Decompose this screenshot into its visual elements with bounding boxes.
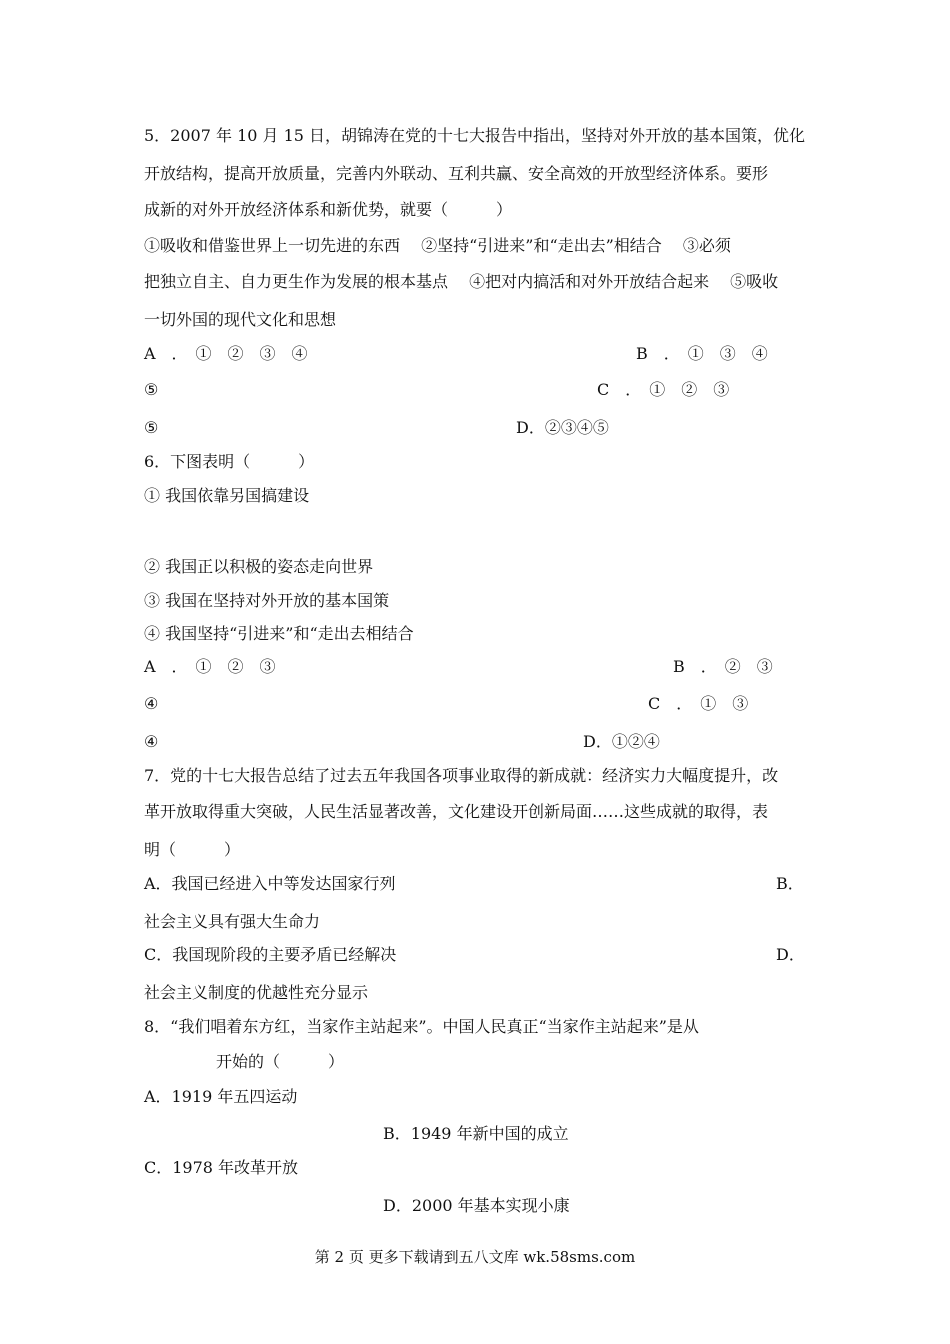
q8-stem-line-2: 开始的（ ） xyxy=(216,1052,345,1071)
q5-option-c: C ． ① ② ③ xyxy=(597,380,730,399)
q6-option-b: B ． ② ③ xyxy=(673,657,773,676)
q6-statement-2: ② 我国正以积极的姿态走向世界 xyxy=(144,557,374,576)
q5-option-a-wrap: ⑤ xyxy=(144,380,159,399)
q6-stem: 6．下图表明（ ） xyxy=(144,452,315,471)
page-footer: 第 2 页 更多下载请到五八文库 wk.58sms.com xyxy=(314,1248,636,1266)
q7-option-d-text: 社会主义制度的优越性充分显示 xyxy=(144,983,369,1002)
q5-option-c-wrap: ⑤ xyxy=(144,418,159,437)
q5-stem-line-3: 成新的对外开放经济体系和新优势，就要（ ） xyxy=(144,200,513,219)
q6-option-a-wrap: ④ xyxy=(144,694,159,713)
q7-stem-line-3: 明（ ） xyxy=(144,840,241,859)
q8-option-d: D．2000 年基本实现小康 xyxy=(383,1196,570,1215)
q8-option-c: C．1978 年改革开放 xyxy=(144,1158,299,1177)
q6-option-c: C ． ① ③ xyxy=(648,694,749,713)
q7-stem-line-1: 7．党的十七大报告总结了过去五年我国各项事业取得的新成就：经济实力大幅度提升，改 xyxy=(144,766,779,785)
q6-statement-3: ③ 我国在坚持对外开放的基本国策 xyxy=(144,591,390,610)
q6-option-c-wrap: ④ xyxy=(144,732,159,751)
q5-stem-line-1: 5．2007 年 10 月 15 日，胡锦涛在党的十七大报告中指出，坚持对外开放的基本国策，优化 xyxy=(144,126,806,145)
q7-option-b-text: 社会主义具有强大生命力 xyxy=(144,912,321,931)
q7-option-c: C．我国现阶段的主要矛盾已经解决 xyxy=(144,945,397,964)
q6-statement-4: ④ 我国坚持“引进来”和“走出去相结合 xyxy=(144,624,414,643)
q7-option-b: B． xyxy=(776,874,804,893)
q5-stem-line-2: 开放结构，提高开放质量，完善内外联动、互利共赢、安全高效的开放型经济体系。要形 xyxy=(144,164,769,183)
q5-option-b: B ． ① ③ ④ xyxy=(636,344,768,363)
q5-statements-line-1: ①吸收和借鉴世界上一切先进的东西 ②坚持“引进来”和“走出去”相结合 ③必须 xyxy=(144,236,731,255)
q5-option-d: D．②③④⑤ xyxy=(516,418,609,437)
q8-stem-line-1: 8．“我们唱着东方红，当家作主站起来”。中国人民真正“当家作主站起来”是从 xyxy=(144,1017,699,1036)
q6-statement-1: ① 我国依靠另国搞建设 xyxy=(144,486,310,505)
q7-option-a: A．我国已经进入中等发达国家行列 xyxy=(144,874,396,893)
q6-option-a: A ． ① ② ③ xyxy=(144,657,276,676)
q7-stem-line-2: 革开放取得重大突破，人民生活显著改善，文化建设开创新局面……这些成就的取得，表 xyxy=(144,802,769,821)
q6-option-d: D．①②④ xyxy=(583,732,660,751)
q8-option-a: A．1919 年五四运动 xyxy=(144,1087,298,1106)
q5-statements-line-3: 一切外国的现代文化和思想 xyxy=(144,310,337,329)
q5-statements-line-2: 把独立自主、自力更生作为发展的根本基点 ④把对内搞活和对外开放结合起来 ⑤吸收 xyxy=(144,272,779,291)
q7-option-d: D． xyxy=(776,945,805,964)
q5-option-a: A ． ① ② ③ ④ xyxy=(144,344,308,363)
q8-option-b: B．1949 年新中国的成立 xyxy=(383,1124,569,1143)
